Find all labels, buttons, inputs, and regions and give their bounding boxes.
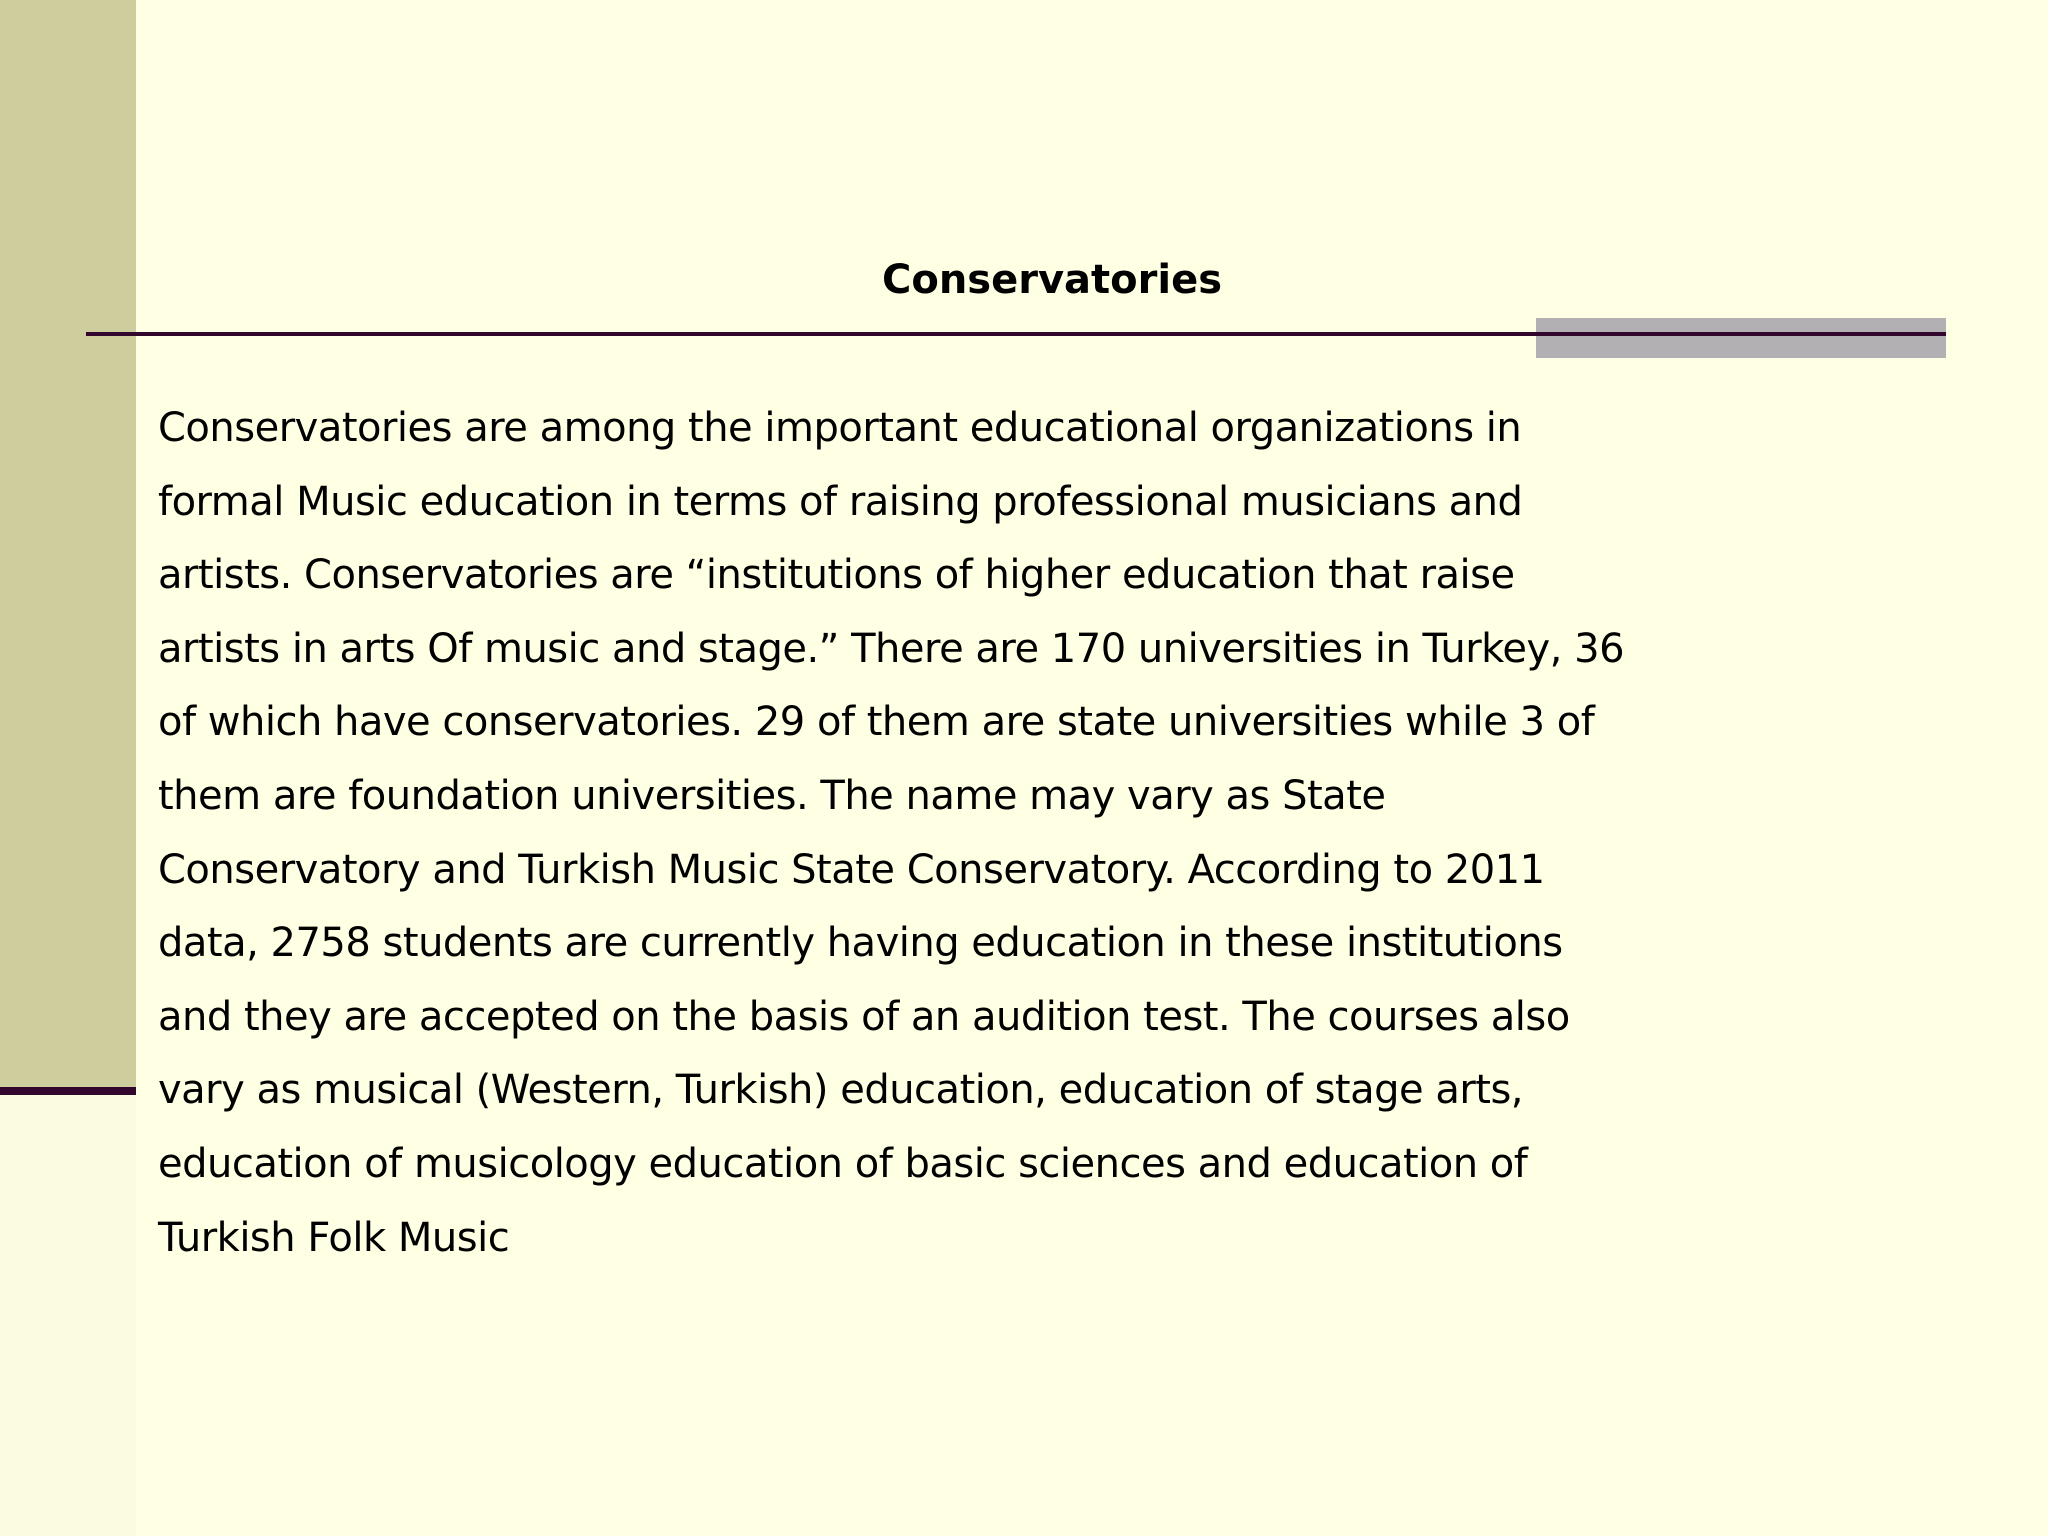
title-accent-block	[1536, 318, 1946, 358]
slide-title: Conservatories	[881, 257, 1223, 303]
slide-body-text: Conservatories are among the important educational organizations in formal Music education in terms of raising professional musicians and artists. Conservatories are “institutions of higher education that raise artists in arts Of music and stage.” There are 170 universities in Turkey, 36 of which have conservatories. 29 of them are state universities while 3 of them are foundation universities. The name may vary as State Conservatory and Turkish Music State Conservatory. According to 2011 data, 2758 students are currently having education in these institutions and they are accepted on the basis of an audition test. The courses also vary as musical (Western, Turkish) education, education of stage arts, education of musicology education of basic sciences and education of Turkish Folk Music	[158, 405, 1625, 1261]
accent-divider-line	[1536, 332, 1946, 336]
left-bar-rule	[0, 1087, 136, 1095]
left-margin-shade	[0, 1095, 136, 1536]
left-decorative-bar	[0, 0, 136, 1088]
